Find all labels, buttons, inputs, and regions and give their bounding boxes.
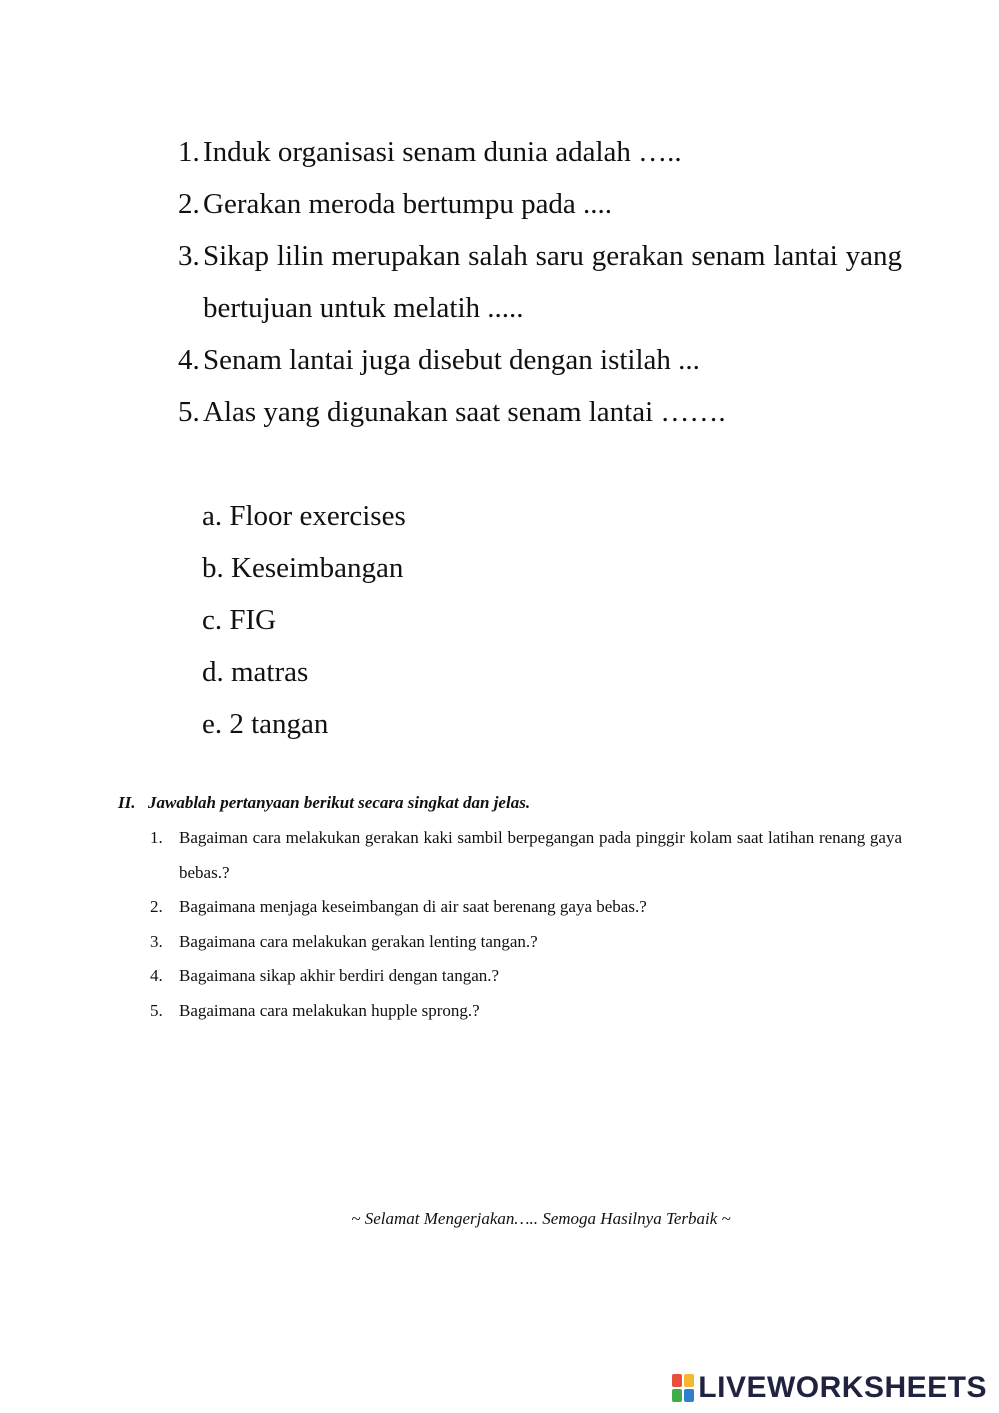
question-number: 4. [150, 966, 163, 985]
answer-option: a. Floor exercises [202, 500, 406, 532]
logo-tile [672, 1389, 682, 1402]
section1-question [178, 334, 902, 386]
question-number: 1. [178, 136, 200, 168]
liveworksheets-brand[interactable] [672, 1371, 987, 1405]
question-number: 1. [150, 828, 163, 847]
answer-option: c. FIG [202, 604, 277, 636]
section2-question [150, 925, 902, 960]
logo-tile [672, 1374, 682, 1387]
answer-option: b. Keseimbangan [202, 552, 404, 584]
section2-question [150, 821, 902, 890]
section2-roman-numeral: II. [118, 793, 136, 812]
question-number: 5. [150, 1000, 163, 1020]
question-number: 4. [178, 344, 200, 376]
question-text: Sikap lilin merupakan salah saru gerakan senam lantai yang bertujuan untuk melatih ..... [203, 240, 902, 324]
logo-tile [684, 1374, 694, 1387]
question-text: Bagaimana cara melakukan hupple sprong.? [179, 1000, 480, 1020]
question-text: Bagaiman cara melakukan gerakan kaki sambil berpegangan pada pinggir kolam saat latihan renang gaya bebas.? [179, 828, 902, 882]
answer-options-list [202, 490, 406, 750]
section1-question-list [178, 126, 902, 438]
logo-tile [684, 1389, 694, 1402]
section1-question [178, 230, 902, 334]
closing-message: ~ Selamat Mengerjakan….. Semoga Hasilnya Terbaik ~ [351, 1209, 731, 1228]
section2-question [150, 959, 902, 994]
section2-question [150, 994, 902, 1029]
question-text: Bagaimana cara melakukan gerakan lenting tangan.? [179, 931, 538, 951]
question-text: Senam lantai juga disebut dengan istilah ... [203, 344, 700, 376]
brand-name: LIVEWORKSHEETS [698, 1371, 987, 1404]
answer-option: e. 2 tangan [202, 708, 329, 740]
section2-heading [118, 790, 530, 816]
question-text: Gerakan meroda bertumpu pada .... [203, 188, 613, 220]
section2-title: Jawablah pertanyaan berikut secara singkat dan jelas. [148, 793, 531, 812]
question-text: Induk organisasi senam dunia adalah ….. [203, 136, 682, 168]
question-number: 2. [178, 188, 200, 220]
section1-question [178, 386, 902, 438]
question-text: Bagaimana sikap akhir berdiri dengan tangan.? [179, 966, 500, 985]
question-number: 5. [178, 396, 200, 428]
question-number: 3. [178, 240, 200, 272]
question-number: 3. [150, 931, 163, 951]
question-number: 2. [150, 897, 163, 916]
section2-question-list [150, 821, 902, 1028]
liveworksheets-logo-icon [672, 1374, 694, 1402]
answer-option: d. matras [202, 656, 309, 688]
question-text: Alas yang digunakan saat senam lantai ……. [203, 396, 726, 428]
section1-question [178, 126, 902, 178]
section1-question [178, 178, 902, 230]
question-text: Bagaimana menjaga keseimbangan di air saat berenang gaya bebas.? [179, 897, 647, 916]
section2-question [150, 890, 902, 925]
